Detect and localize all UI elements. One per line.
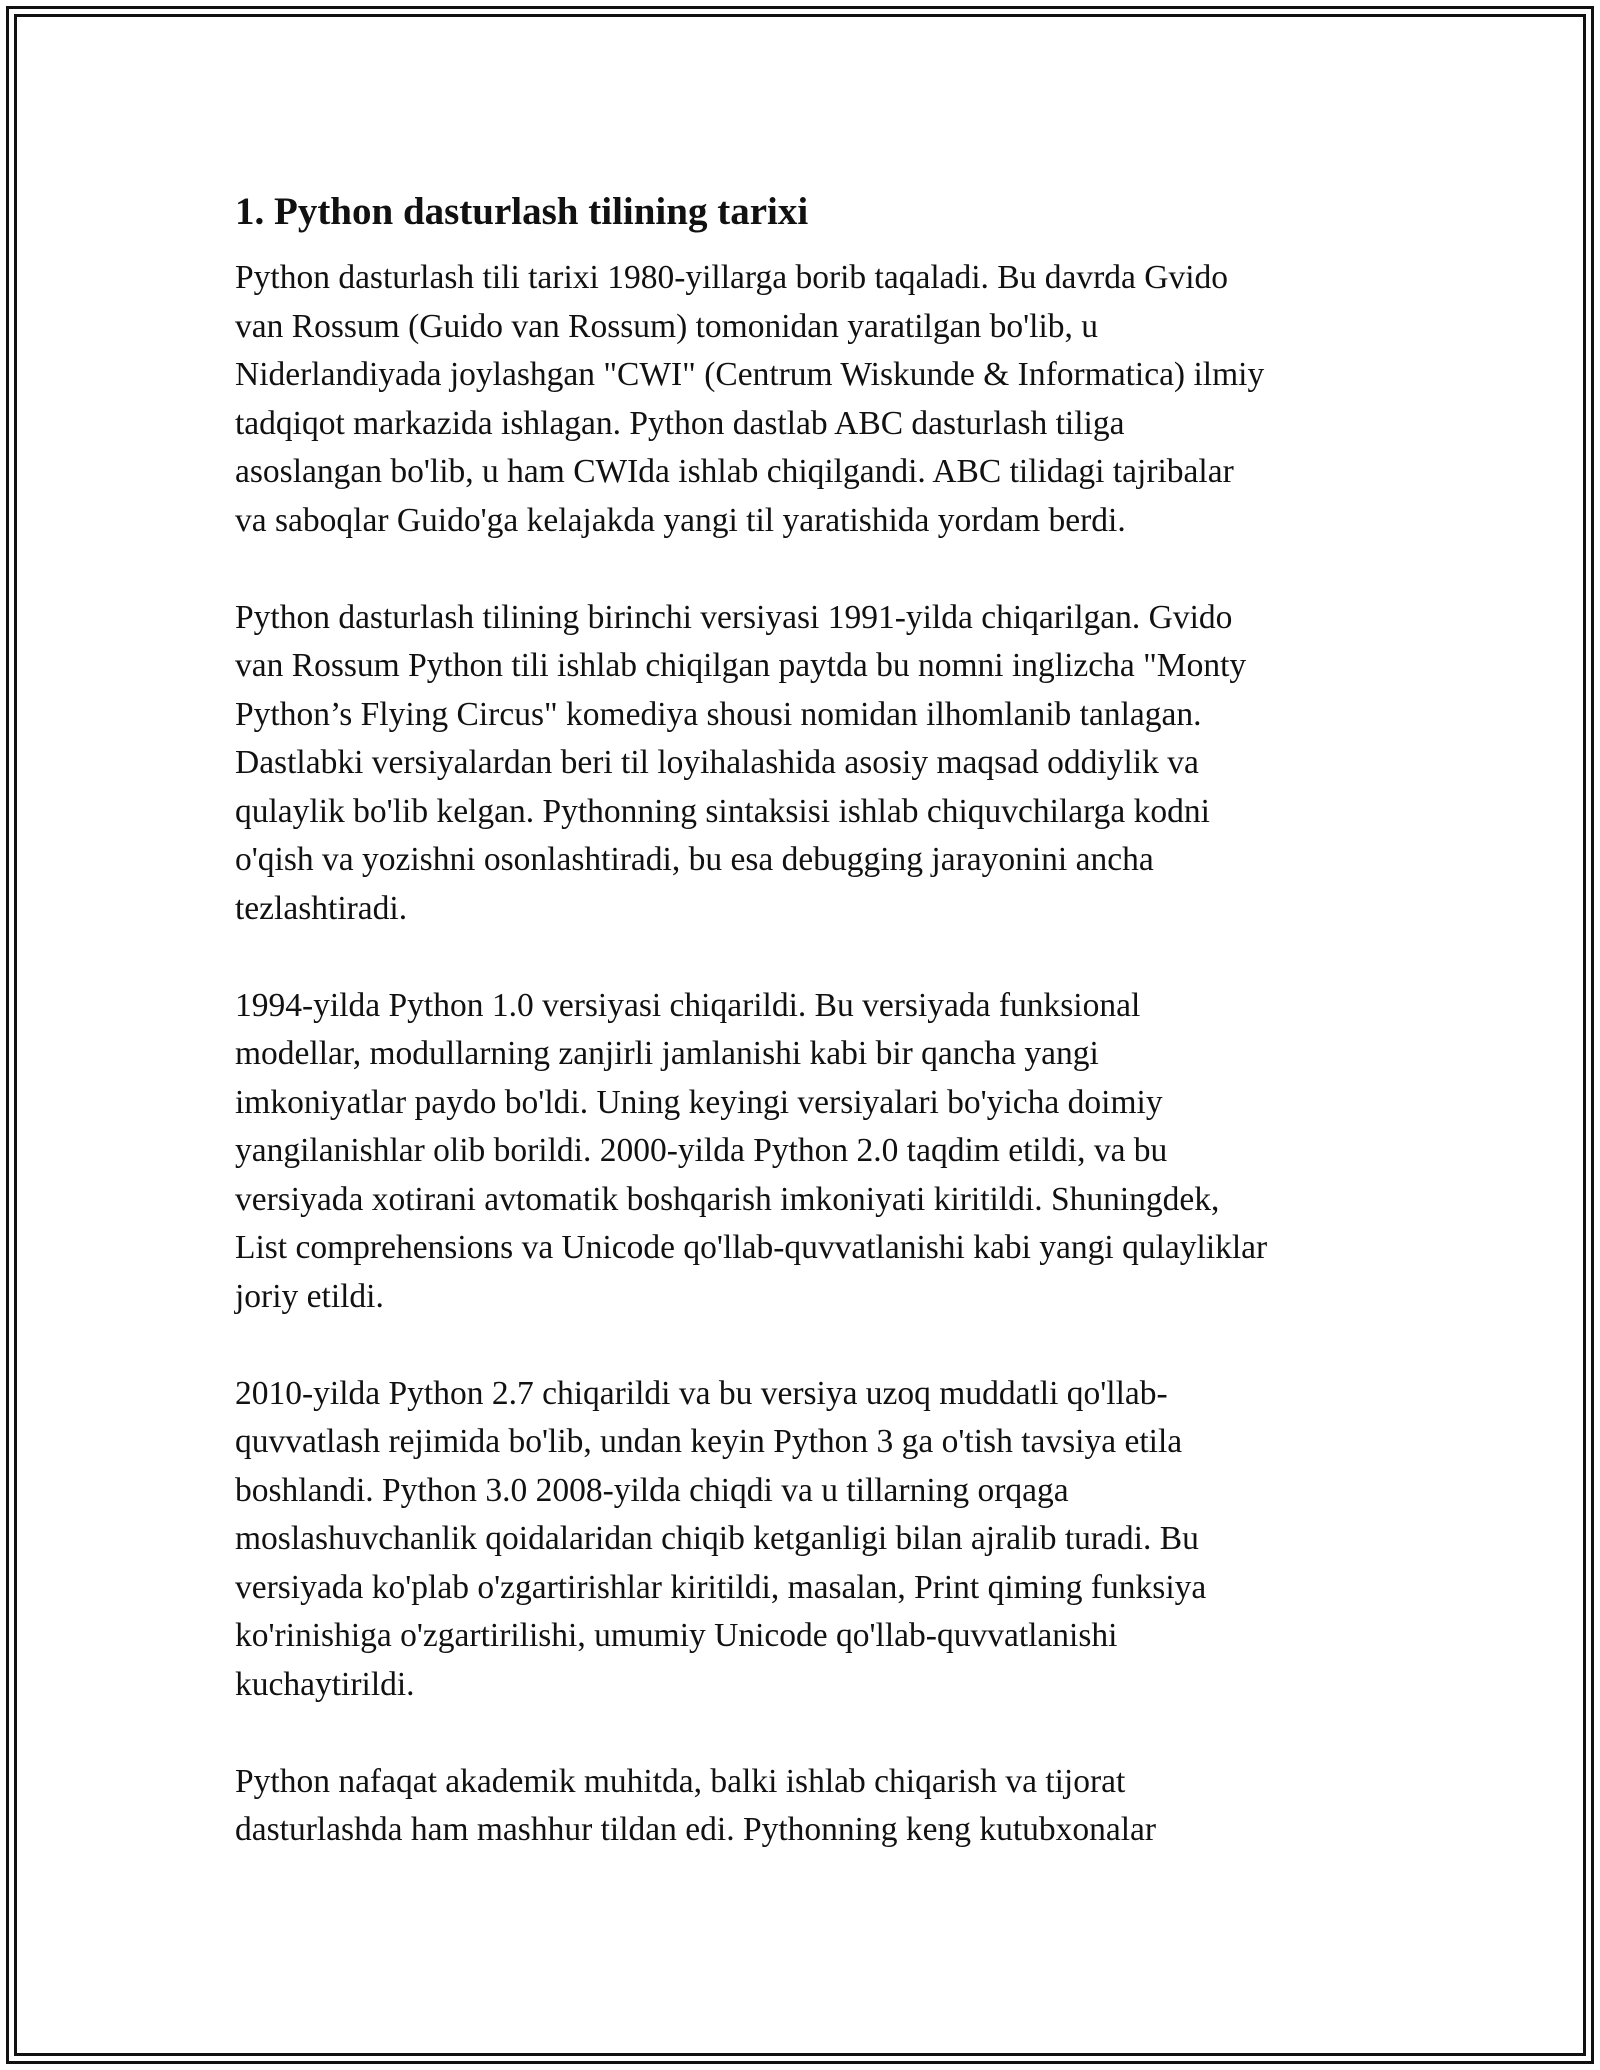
- paragraph-4: [235, 1370, 1385, 1710]
- text-line: van Rossum Python tili ishlab chiqilgan paytda bu nomni inglizcha "Monty: [235, 647, 1247, 684]
- text-line: Python dasturlash tili tarixi 1980-yillarga borib taqaladi. Bu davrda Gvido: [235, 259, 1229, 296]
- text-line: ko'rinishiga o'zgartirilishi, umumiy Unicode qo'llab-quvvatlanishi: [235, 1617, 1118, 1654]
- text-line: kuchaytirildi.: [235, 1665, 415, 1703]
- text-line: moslashuvchanlik qoidalaridan chiqib ketganligi bilan ajralib turadi. Bu: [235, 1520, 1199, 1557]
- text-line: tezlashtiradi.: [235, 889, 408, 927]
- text-line: modellar, modullarning zanjirli jamlanishi kabi bir qancha yangi: [235, 1035, 1099, 1072]
- paragraph-2: [235, 594, 1385, 934]
- text-line: Python’s Flying Circus" komediya shousi nomidan ilhomlanib tanlagan.: [235, 695, 1202, 733]
- text-line: va saboqlar Guido'ga kelajakda yangi til yaratishida yordam berdi.: [235, 501, 1126, 539]
- text-line: o'qish va yozishni osonlashtiradi, bu esa debugging jarayonini ancha: [235, 841, 1154, 878]
- text-line: 2010-yilda Python 2.7 chiqarildi va bu versiya uzoq muddatli qo'llab-: [235, 1374, 1168, 1412]
- paragraph-5: [235, 1758, 1385, 1855]
- text-line: Python nafaqat akademik muhitda, balki ishlab chiqarish va tijorat: [235, 1762, 1126, 1800]
- text-line: versiyada xotirani avtomatik boshqarish imkoniyati kiritildi. Shuningdek,: [235, 1180, 1220, 1218]
- text-line: Dastlabki versiyalardan beri til loyihalashida asosiy maqsad oddiylik va: [235, 744, 1199, 781]
- text-line: List comprehensions va Unicode qo'llab-quvvatlanishi kabi yangi qulayliklar: [235, 1229, 1268, 1266]
- page-title: 1. Python dasturlash tilining tarixi: [235, 190, 809, 233]
- text-line: boshlandi. Python 3.0 2008-yilda chiqdi va u tillarning orqaga: [235, 1471, 1069, 1509]
- text-line: asoslangan bo'lib, u ham CWIda ishlab chiqilgandi. ABC tilidagi tajribalar: [235, 453, 1234, 490]
- text-line: joriy etildi.: [235, 1277, 384, 1315]
- text-line: dasturlashda ham mashhur tildan edi. Pythonning keng kutubxonalar: [235, 1811, 1157, 1848]
- text-line: qulaylik bo'lib kelgan. Pythonning sintaksisi ishlab chiquvchilarga kodni: [235, 792, 1210, 830]
- text-line: quvvatlash rejimida bo'lib, undan keyin Python 3 ga o'tish tavsiya etila: [235, 1423, 1183, 1460]
- paragraph-3: [235, 982, 1385, 1322]
- text-line: 1994-yilda Python 1.0 versiyasi chiqarildi. Bu versiyada funksional: [235, 986, 1141, 1024]
- text-line: Python dasturlash tilining birinchi versiyasi 1991-yilda chiqarilgan. Gvido: [235, 598, 1233, 636]
- text-line: Niderlandiyada joylashgan "CWI" (Centrum Wiskunde & Informatica) ilmiy: [235, 356, 1265, 393]
- text-line: imkoniyatlar paydo bo'ldi. Uning keyingi versiyalari bo'yicha doimiy: [235, 1083, 1163, 1121]
- text-line: versiyada ko'plab o'zgartirishlar kiritildi, masalan, Print qiming funksiya: [235, 1568, 1207, 1606]
- text-line: tadqiqot markazida ishlagan. Python dastlab ABC dasturlash tiliga: [235, 404, 1125, 442]
- paragraph-1: [235, 254, 1385, 545]
- document-body: [235, 186, 1385, 1903]
- text-line: van Rossum (Guido van Rossum) tomonidan yaratilgan bo'lib, u: [235, 307, 1099, 345]
- text-line: yangilanishlar olib borildi. 2000-yilda Python 2.0 taqdim etildi, va bu: [235, 1132, 1168, 1169]
